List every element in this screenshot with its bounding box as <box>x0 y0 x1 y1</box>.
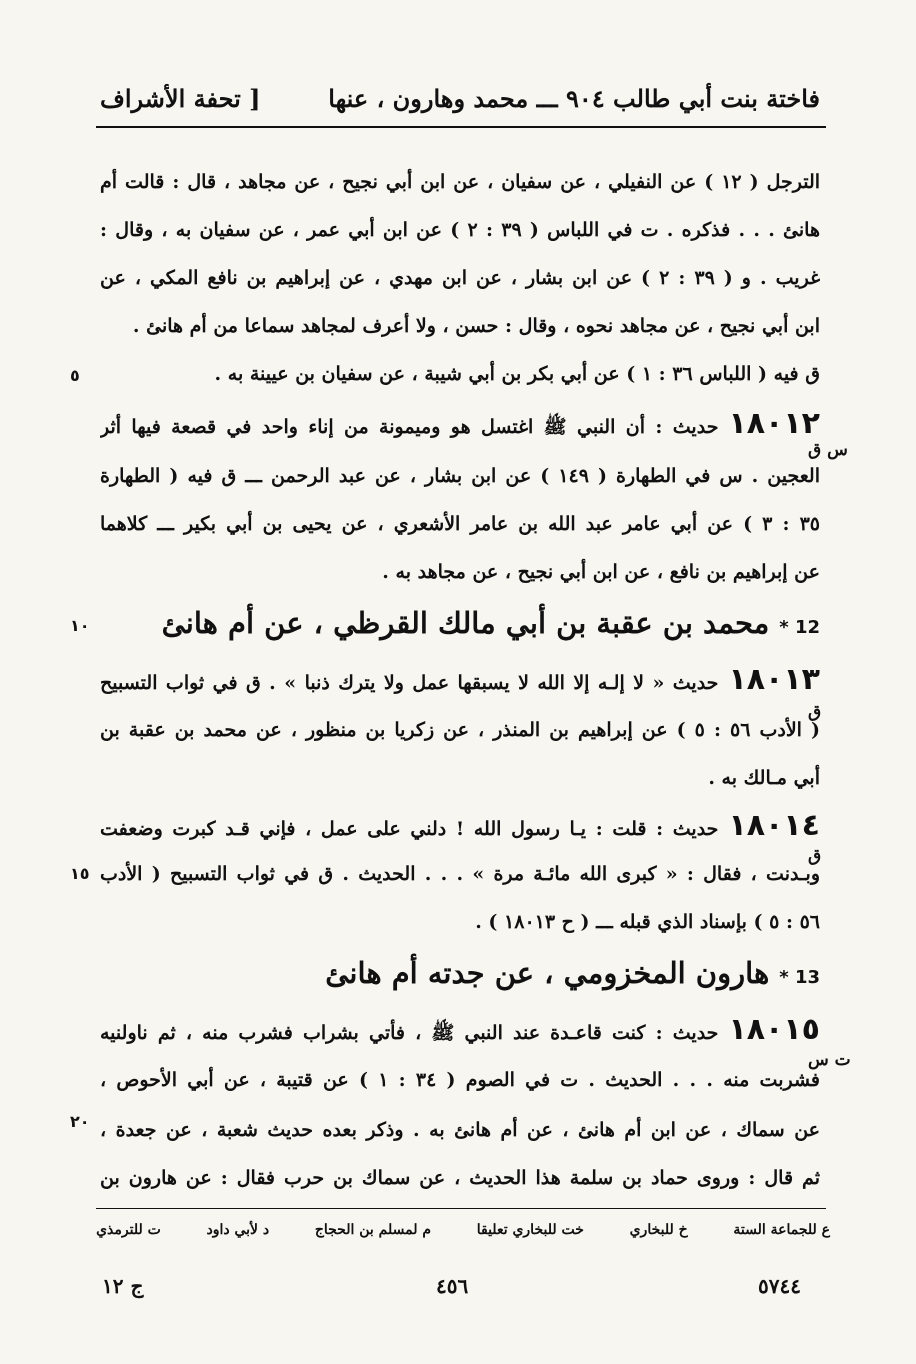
legend-item: د لأبي داود <box>206 1222 270 1238</box>
section-heading-13 <box>100 956 820 990</box>
text-line <box>100 802 820 850</box>
line-number-margin: ٥ <box>70 366 80 385</box>
hadith-text: حديث : أن النبي ﷺ اغتسل هو وميمونة من إناء واحد في قصعة فيها أثر <box>100 416 719 438</box>
hadith-text: حديث : كنت قاعـدة عند النبي ﷺ ، فأتي بشراب فشرب منه ، ثم ناولنيه <box>100 1022 719 1044</box>
hadith-number: ١٨٠١٤ <box>728 808 820 843</box>
text-line: ثم قال : وروى حماد بن سلمة هذا الحديث ، عن سماك بن حرب فقال : عن هارون بن <box>100 1167 820 1189</box>
text-line: غريب . و ( ٣٩ : ٢ ) عن ابن بشار ، عن ابن مهدي ، عن إبراهيم بن نافع المكي ، عن <box>100 267 820 289</box>
section-number: 13 * <box>779 967 820 988</box>
text-line: ٥٦ : ٥ ) بإسناد الذي قبله ـــ ( ح ١٨٠١٣ ) . <box>475 911 820 933</box>
hadith-text: حديث « لا إلـه إلا الله لا يسبقها عمل ولا يترك ذنبا » . ق في ثواب التسبيح <box>100 672 719 694</box>
legend-item: خ للبخاري <box>629 1222 688 1238</box>
text-line: هانئ . . . فذكره . ت في اللباس ( ٣٩ : ٢ ) عن ابن أبي عمر ، عن سفيان به ، وقال : <box>100 219 820 241</box>
text-line: أبي مـالك به . <box>708 767 820 789</box>
legend-item: ت للترمذي <box>96 1222 161 1238</box>
hadith-number: ١٨٠١٣ <box>728 662 820 697</box>
text-line <box>100 1006 820 1054</box>
sigla-legend <box>96 1222 830 1252</box>
section-number: 12 * <box>779 617 820 638</box>
text-line: العجين . س في الطهارة ( ١٤٩ ) عن ابن بشار ، عن عبد الرحمن ـــ ق فيه ( الطهارة <box>100 465 820 487</box>
text-line: ابن أبي نجيح ، عن مجاهد نحوه ، وقال : حسن ، ولا أعرف لمجاهد سماعا من أم هانئ . <box>132 315 820 337</box>
text-line: الترجل ( ١٢ ) عن النفيلي ، عن سفيان ، عن ابن أبي نجيح ، عن مجاهد ، قال : قالت أم <box>100 171 820 193</box>
text-line: ( الأدب ٥٦ : ٥ ) عن إبراهيم بن المنذر ، عن زكريا بن منظور ، عن محمد بن عقبة بن <box>100 719 820 741</box>
section-heading-12 <box>100 606 820 640</box>
source-sigla: س ق <box>808 440 848 460</box>
line-number-margin: ٢٠ <box>70 1112 90 1131</box>
legend-item: م لمسلم بن الحجاج <box>314 1222 432 1238</box>
section-title: محمد بن عقبة بن أبي مالك القرظي ، عن أم هانئ <box>161 606 770 640</box>
text-line: ٣٥ : ٣ ) عن أبي عامر عبد الله بن عامر الأشعري ، عن يحيى بن أبي بكير ـــ كلاهما <box>100 513 820 535</box>
source-sigla: ت س <box>808 1050 851 1070</box>
page-number: ٤٥٦ <box>436 1274 469 1298</box>
text-line: ق فيه ( اللباس ٣٦ : ١ ) عن أبي بكر بن أبي شيبة ، عن سفيان بن عيينة به . <box>214 363 820 385</box>
book-title: [ تحفة الأشراف <box>100 84 261 113</box>
sequence-number: ٥٧٤٤ <box>758 1274 801 1298</box>
volume-number: ج ١٢ <box>102 1274 144 1298</box>
running-title: فاختة بنت أبي طالب ٩٠٤ ـــ محمد وهارون ، عنها <box>328 84 820 113</box>
hadith-number: ١٨٠١٥ <box>728 1012 820 1047</box>
legend-item: خت للبخاري تعليقا <box>476 1222 584 1238</box>
section-title: هارون المخزومي ، عن جدته أم هانئ <box>325 956 770 990</box>
footer-rule <box>96 1208 826 1209</box>
page-header <box>96 80 826 128</box>
line-number-margin: ١٥ <box>70 864 90 883</box>
text-line: عن إبراهيم بن نافع ، عن ابن أبي نجيح ، عن مجاهد به . <box>382 561 820 583</box>
text-line <box>100 400 820 448</box>
text-line: عن سماك ، عن ابن أم هانئ ، عن أم هانئ به . وذكر بعده حديث شعبة ، عن جعدة ، <box>100 1119 820 1141</box>
text-line <box>100 656 820 704</box>
source-sigla: ق <box>808 846 822 866</box>
line-number-margin: ١٠ <box>70 616 90 635</box>
hadith-text: حديث : قلت : يـا رسول الله ! دلني على عمل ، فإني قـد كبرت وضعفت <box>100 818 719 840</box>
source-sigla: ق <box>808 702 822 722</box>
text-line: وبـدنت ، فقال : « كبرى الله مائـة مرة » . . . الحديث . ق في ثواب التسبيح ( الأدب <box>100 863 820 885</box>
text-line: فشربت منه . . . الحديث . ت في الصوم ( ٣٤ : ١ ) عن قتيبة ، عن أبي الأحوص ، <box>100 1069 820 1091</box>
hadith-number: ١٨٠١٢ <box>728 406 820 441</box>
legend-item: ع للجماعة الستة <box>733 1222 830 1238</box>
